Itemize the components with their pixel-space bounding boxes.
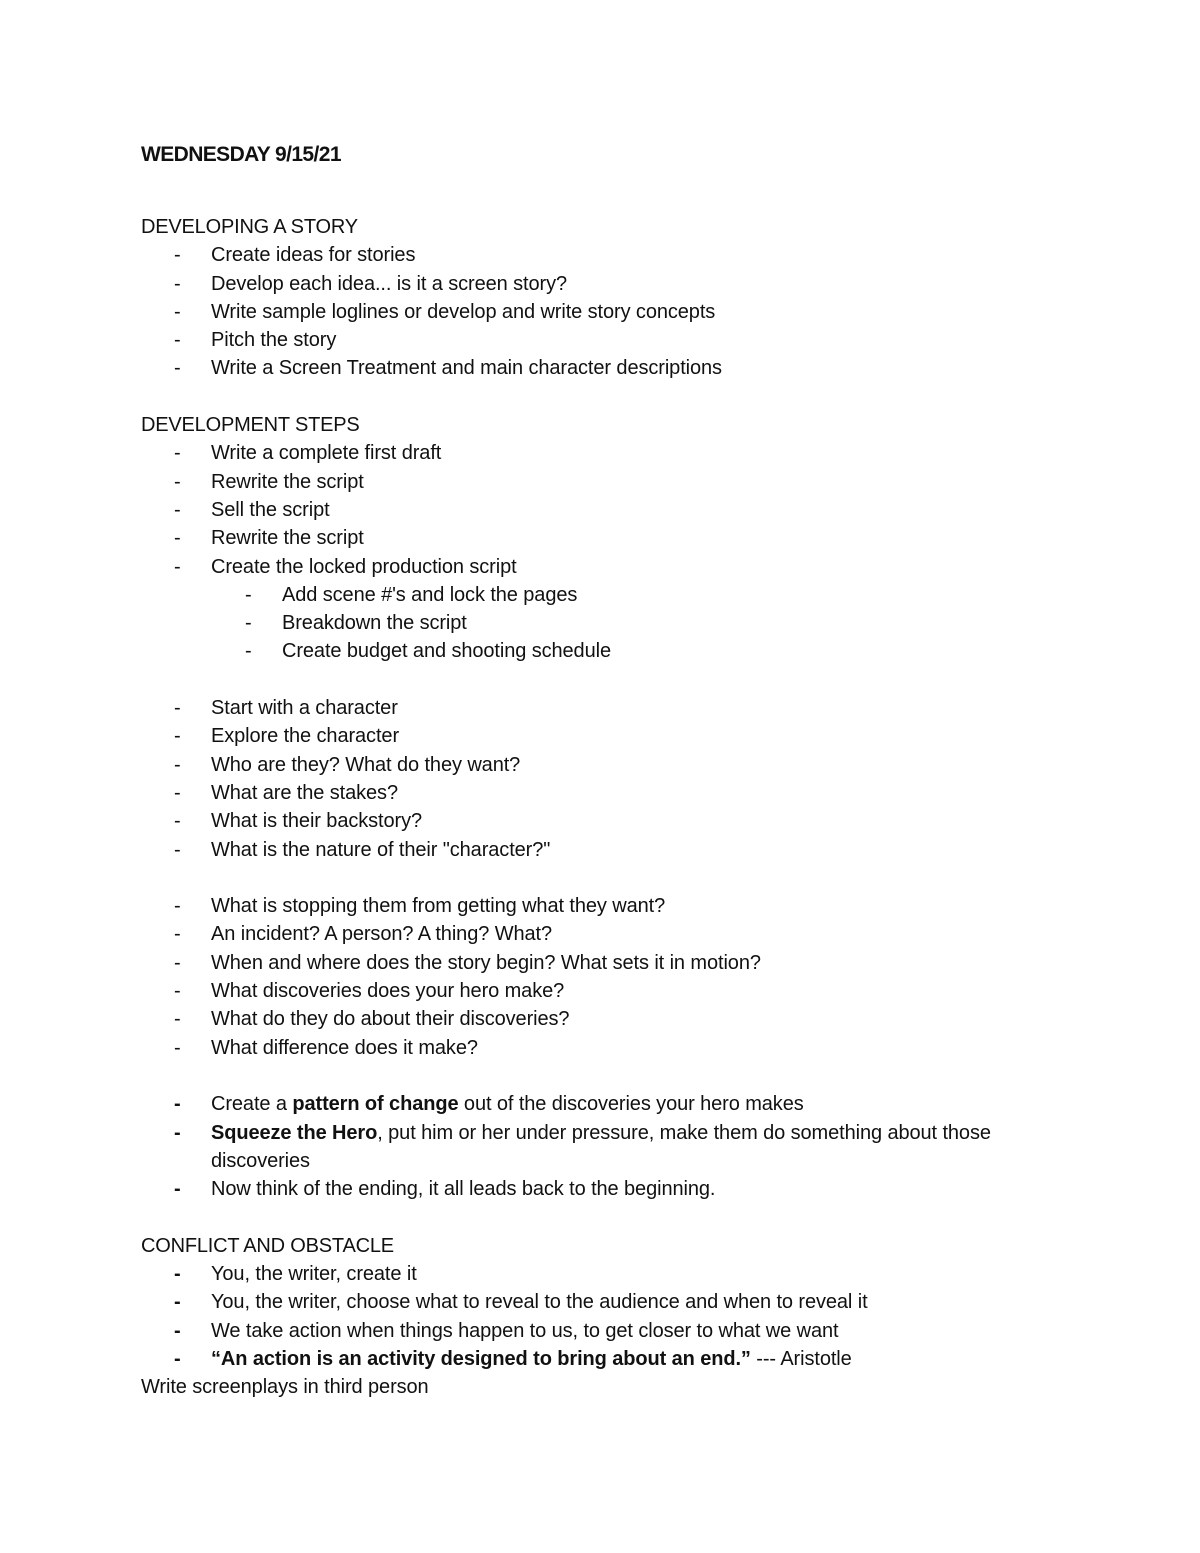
section-heading-developing-a-story: DEVELOPING A STORY (141, 216, 358, 238)
spacer (141, 1203, 1061, 1231)
list-item: - What do they do about their discoveries? (141, 1005, 1061, 1033)
developing-story-list (141, 241, 1061, 382)
list-item: - You, the writer, choose what to reveal to the audience and when to reveal it (141, 1288, 1061, 1316)
item-text: Create a (211, 1093, 293, 1116)
list-item: - Rewrite the script (141, 524, 1061, 552)
closing-line: Write screenplays in third person (141, 1376, 429, 1399)
list-item: - What discoveries does your hero make? (141, 977, 1061, 1005)
section-heading-development-steps: DEVELOPMENT STEPS (141, 414, 360, 437)
story-questions-list (141, 892, 1061, 1062)
bold-phrase: Squeeze the Hero (211, 1121, 378, 1144)
list-item: - Now think of the ending, it all leads back to the beginning. (141, 1175, 1061, 1203)
list-item: - Pitch the story (141, 326, 1061, 354)
list-item: - Start with a character (141, 694, 1061, 722)
quote-attribution: --- Aristotle (750, 1347, 852, 1370)
spacer (141, 864, 1061, 892)
spacer (141, 666, 1061, 694)
list-item: - Explore the character (141, 722, 1061, 750)
list-item: - What is the nature of their "character?" (141, 836, 1061, 864)
page-title: WEDNESDAY 9/15/21 (141, 143, 341, 166)
list-item: - Develop each idea... is it a screen story? (141, 270, 1061, 298)
item-text: out of the discoveries your hero makes (458, 1093, 804, 1116)
sub-list-item: - Breakdown the script (141, 609, 1061, 637)
sub-list-item: - Create budget and shooting schedule (141, 637, 1061, 665)
list-item: - Who are they? What do they want? (141, 751, 1061, 779)
list-item: - What is stopping them from getting what they want? (141, 892, 1061, 920)
list-item: - An incident? A person? A thing? What? (141, 920, 1061, 948)
sub-list-item: - Add scene #'s and lock the pages (141, 581, 1061, 609)
list-item: - Create the locked production script (141, 553, 1061, 581)
spacer (141, 383, 1061, 411)
list-item: - What are the stakes? (141, 779, 1061, 807)
bold-phrase: pattern of change (292, 1093, 459, 1116)
list-item (141, 1345, 1061, 1373)
list-item: - When and where does the story begin? What sets it in motion? (141, 949, 1061, 977)
conflict-list (141, 1260, 1061, 1373)
quote-text: “An action is an activity designed to bring about an end.” (211, 1347, 751, 1370)
list-item: - Sell the script (141, 496, 1061, 524)
list-item: - Rewrite the script (141, 468, 1061, 496)
item-text: , put him or her under pressure, make them do something about those discoveries (211, 1121, 991, 1172)
list-item: - You, the writer, create it (141, 1260, 1061, 1288)
spacer (141, 1062, 1061, 1090)
development-steps-list (141, 439, 1061, 580)
list-item (141, 1119, 1061, 1176)
production-script-sublist (141, 581, 1061, 666)
pattern-of-change-list (141, 1090, 1061, 1203)
list-item: - Write a Screen Treatment and main character descriptions (141, 354, 1061, 382)
list-item: - Write sample loglines or develop and write story concepts (141, 298, 1061, 326)
list-item: - Write a complete first draft (141, 439, 1061, 467)
spacer (141, 169, 1061, 213)
list-item: - We take action when things happen to us, to get closer to what we want (141, 1317, 1061, 1345)
list-item: - What difference does it make? (141, 1034, 1061, 1062)
list-item: - Create ideas for stories (141, 241, 1061, 269)
list-item: - What is their backstory? (141, 807, 1061, 835)
section-heading-conflict-and-obstacle: CONFLICT AND OBSTACLE (141, 1234, 394, 1257)
document-page (141, 141, 1061, 1401)
list-item (141, 1090, 1061, 1118)
character-list (141, 694, 1061, 864)
